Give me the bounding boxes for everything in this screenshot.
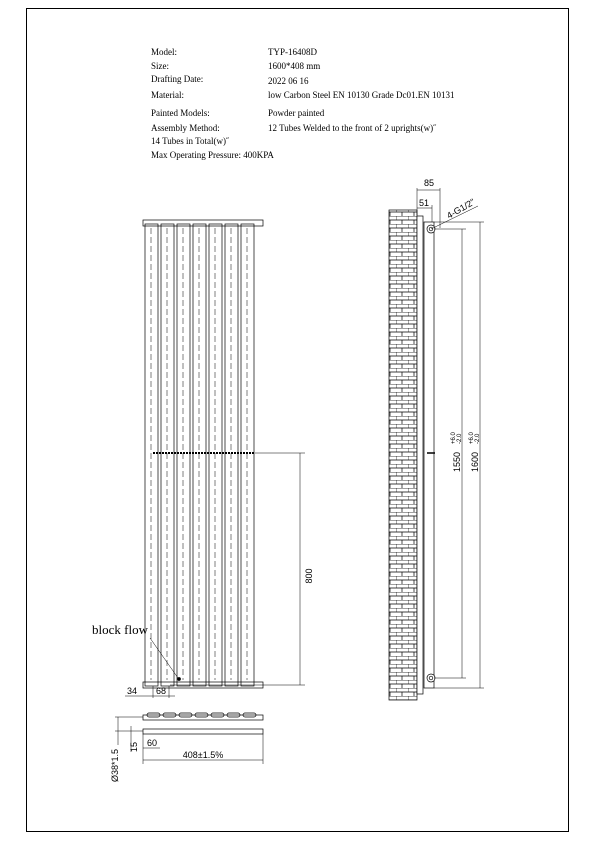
front-tubes xyxy=(145,224,254,686)
assembly-label: Assembly Method: xyxy=(151,123,220,133)
bottom-valve xyxy=(427,674,435,682)
tube-5 xyxy=(209,224,222,686)
tube-3 xyxy=(177,224,190,686)
tube-7 xyxy=(241,224,254,686)
dim-1550-tol-lower: -2.0 xyxy=(457,433,463,444)
assembly-value: 12 Tubes Welded to the front of 2 uprights(w)˝ xyxy=(268,123,437,133)
tube-4 xyxy=(193,224,206,686)
thread-label: 4-G1/2" xyxy=(445,196,477,221)
material-label: Material: xyxy=(151,90,184,100)
date-value: 2022 06 16 xyxy=(268,76,309,86)
tube-2 xyxy=(161,224,174,686)
top-view-front-rail xyxy=(143,715,263,720)
dim-1550-tol-upper: +6.0 xyxy=(451,432,457,444)
dim-60: 60 xyxy=(147,738,158,748)
painted-label: Painted Models: xyxy=(151,108,210,118)
tubes-total: 14 Tubes in Total(w)˝ xyxy=(151,136,229,146)
material-value: low Carbon Steel EN 10130 Grade Dc01.EN 10131 xyxy=(268,90,455,100)
upright-rear xyxy=(417,216,423,694)
dim-1600-tol-upper: +6.0 xyxy=(469,432,475,444)
dim-85: 85 xyxy=(424,178,435,188)
front-view xyxy=(125,220,305,698)
dim-408: 408±1.5% xyxy=(182,750,224,760)
model-value: TYP-16408D xyxy=(268,47,317,57)
model-label: Model: xyxy=(151,47,177,57)
dim-800: 800 xyxy=(304,568,314,584)
upright-front xyxy=(424,222,434,688)
painted-value: Powder painted xyxy=(268,108,325,118)
top-view-rear-rail xyxy=(143,729,263,734)
dim-1600-tol-lower: -2.0 xyxy=(475,433,481,444)
date-label: Drafting Date: xyxy=(151,74,204,84)
diameter-label: Ø38*1.5 xyxy=(110,748,120,782)
size-label: Size: xyxy=(151,61,169,71)
dim-51: 51 xyxy=(419,198,430,208)
dim-1550: 1550 xyxy=(452,451,462,472)
block-flow-label: block flow xyxy=(92,622,148,637)
dim-15: 15 xyxy=(129,741,139,752)
size-value: 1600*408 mm xyxy=(268,61,321,71)
dim-68: 68 xyxy=(156,686,167,696)
brick-wall xyxy=(389,210,417,700)
dim-1600: 1600 xyxy=(470,451,480,472)
dim-34: 34 xyxy=(127,686,138,696)
tube-1 xyxy=(145,224,158,686)
max-pressure: Max Operating Pressure: 400KPA xyxy=(151,150,274,160)
tube-6 xyxy=(225,224,238,686)
